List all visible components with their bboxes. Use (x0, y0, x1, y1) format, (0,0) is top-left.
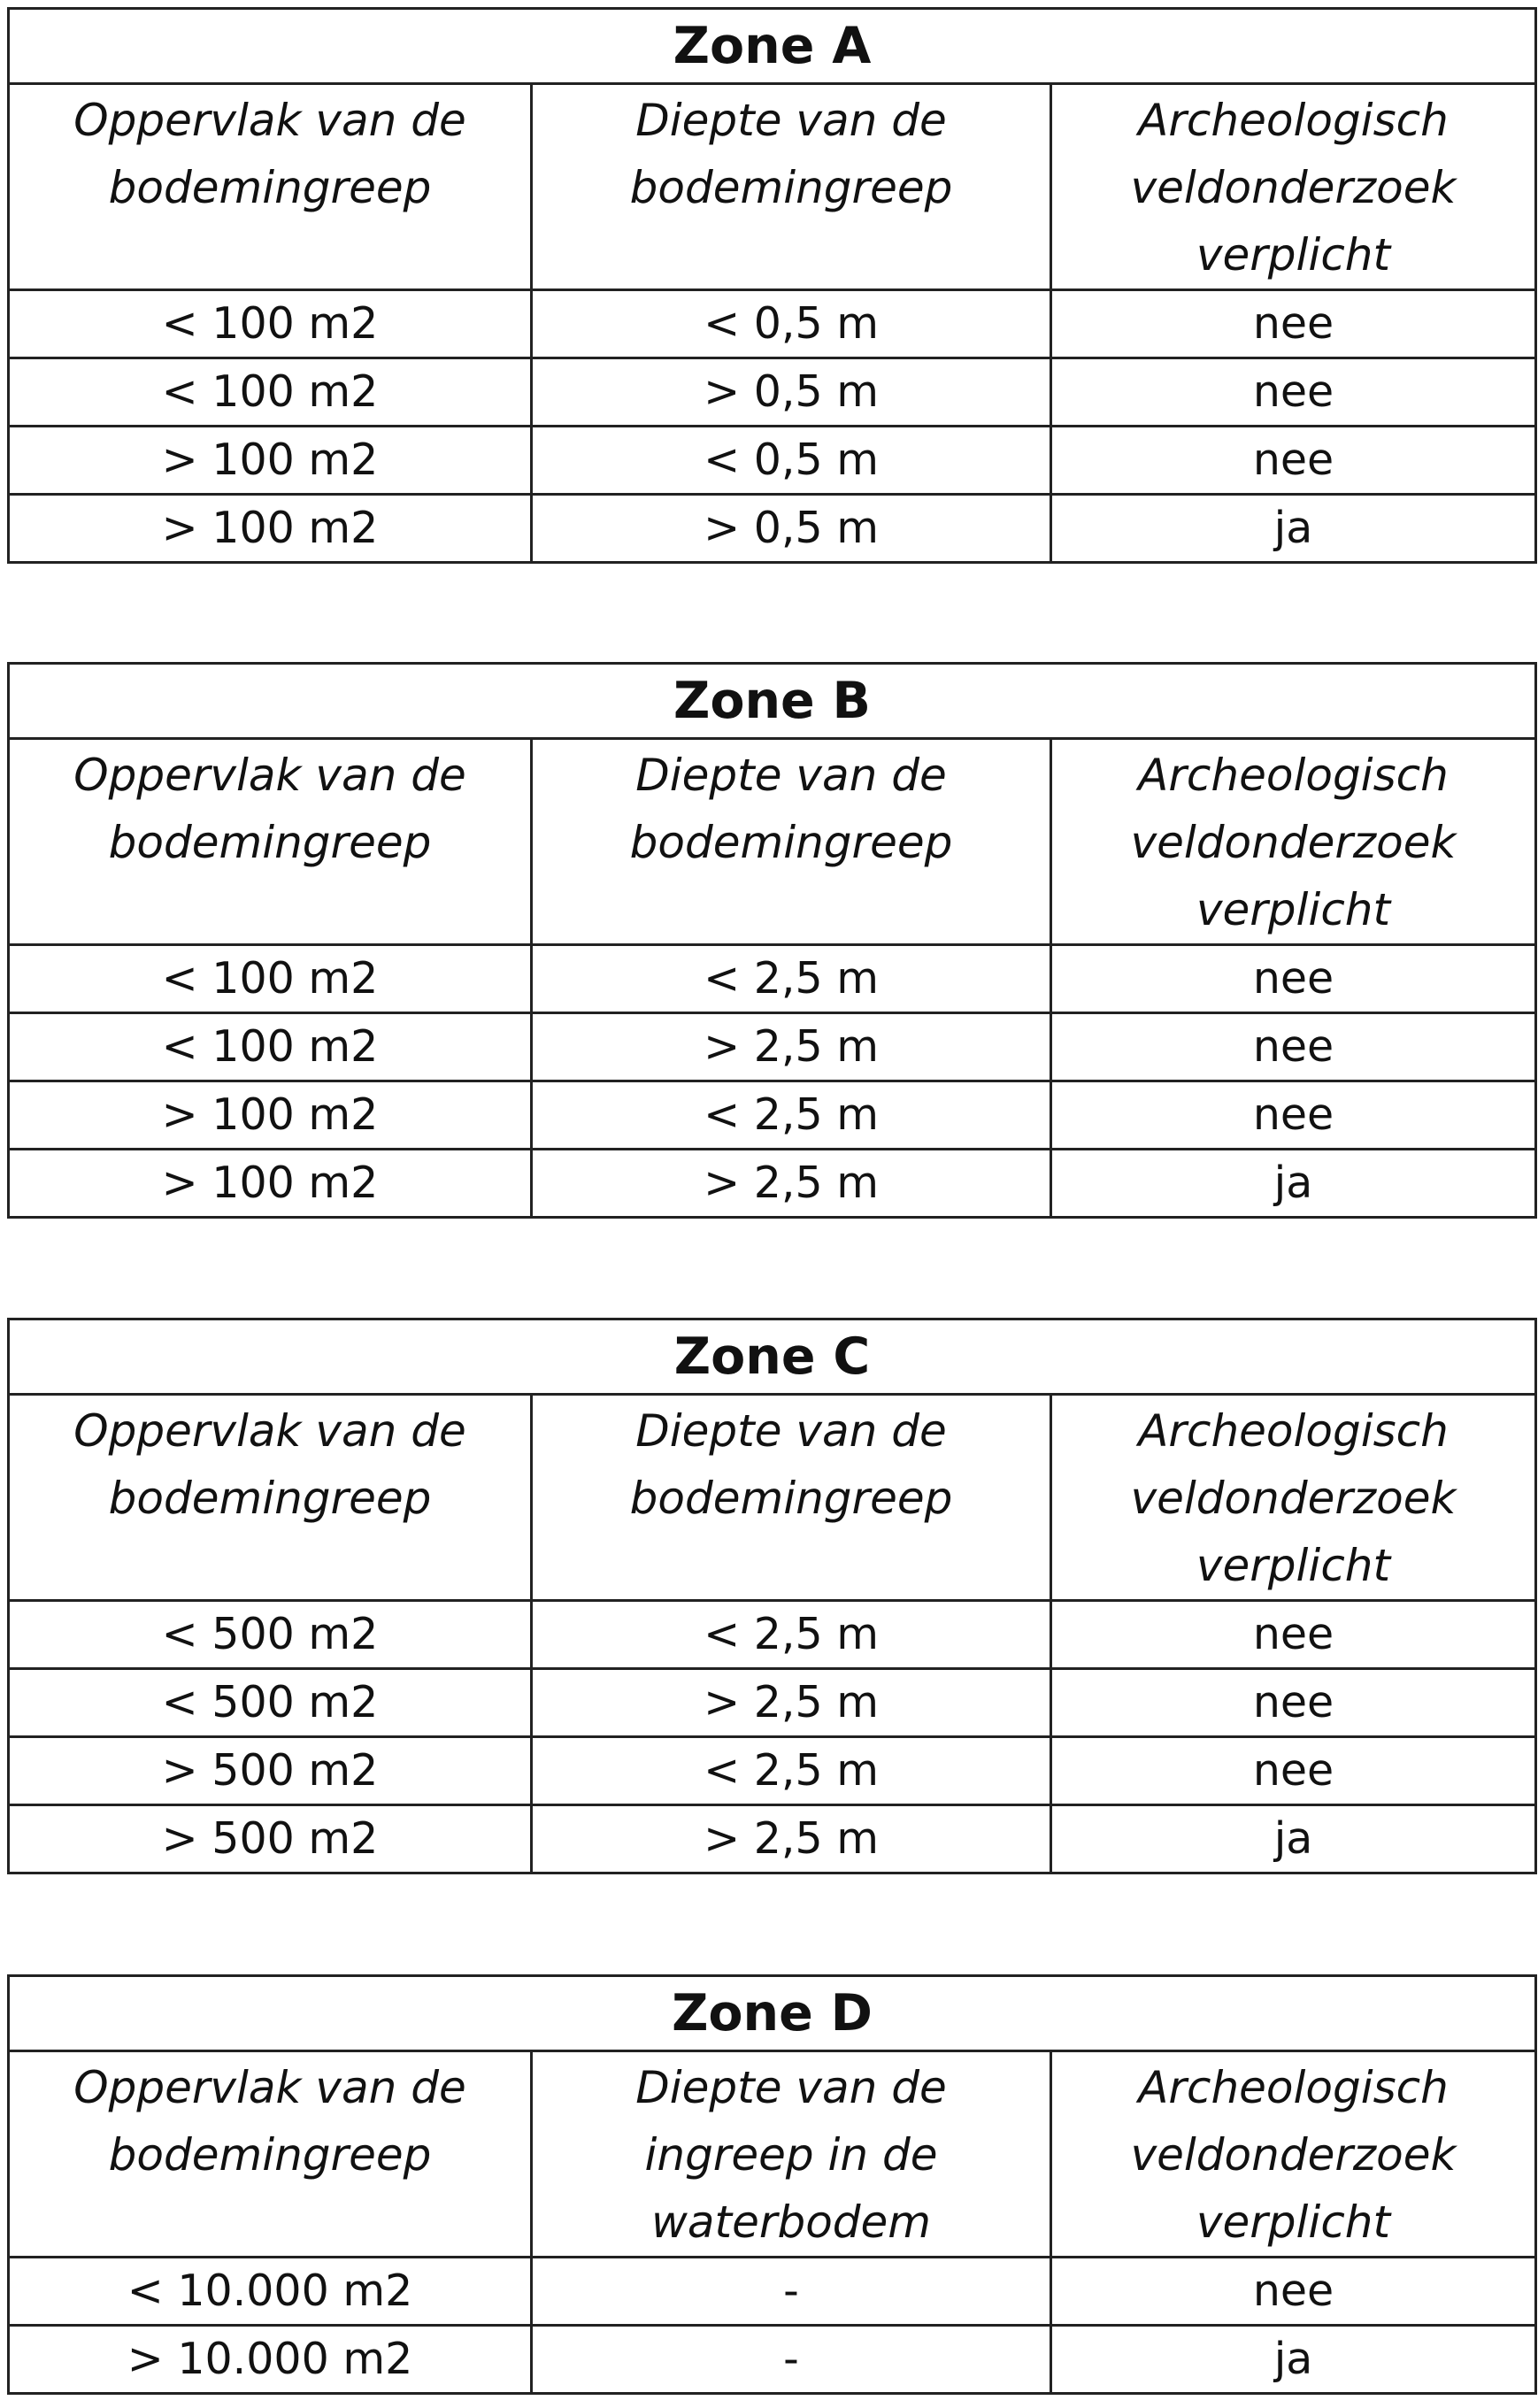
depth-header (532, 2051, 1051, 2258)
header-line: Diepte van de (635, 1405, 947, 1457)
header-line: verplicht (1196, 229, 1391, 281)
header-line: ingreep in de (644, 2129, 938, 2181)
required-cell: nee (1051, 1669, 1536, 1737)
depth-cell: > 0,5 m (532, 495, 1051, 563)
header-line: veldonderzoek (1130, 1473, 1457, 1524)
table-row (9, 1081, 1536, 1150)
depth-cell: > 2,5 m (532, 1013, 1051, 1081)
table-row (9, 290, 1536, 358)
zone-title-row (9, 664, 1536, 739)
depth-header (532, 84, 1051, 290)
column-header-row (9, 1395, 1536, 1601)
table-row (9, 1013, 1536, 1081)
surface-area-cell: > 100 m2 (9, 1081, 532, 1150)
field-research-required-header (1051, 739, 1536, 945)
header-line: Diepte van de (635, 750, 947, 801)
header-line: bodemingreep (629, 1473, 953, 1524)
required-cell: ja (1051, 1150, 1536, 1218)
header-line: Archeologisch (1138, 95, 1449, 146)
header-line: Oppervlak van de (73, 750, 466, 801)
required-cell: nee (1051, 945, 1536, 1013)
table-row (9, 358, 1536, 427)
header-line: veldonderzoek (1130, 162, 1457, 213)
depth-cell: - (532, 2258, 1051, 2326)
depth-cell: < 0,5 m (532, 427, 1051, 495)
table-row (9, 1669, 1536, 1737)
header-line: Archeologisch (1138, 750, 1449, 801)
surface-area-cell: < 100 m2 (9, 358, 532, 427)
table-row (9, 495, 1536, 563)
depth-header (532, 739, 1051, 945)
header-line: Diepte van de (635, 95, 947, 146)
table-row (9, 1805, 1536, 1873)
required-cell: nee (1051, 1737, 1536, 1805)
header-line: bodemingreep (629, 162, 953, 213)
header-line: bodemingreep (108, 2129, 432, 2181)
surface-area-header (9, 739, 532, 945)
surface-area-header (9, 84, 532, 290)
depth-cell: < 2,5 m (532, 1737, 1051, 1805)
surface-area-cell: > 100 m2 (9, 1150, 532, 1218)
zone-title-row (9, 1976, 1536, 2051)
header-line: bodemingreep (108, 1473, 432, 1524)
header-line: verplicht (1196, 1540, 1391, 1591)
required-cell: nee (1051, 1081, 1536, 1150)
depth-header (532, 1395, 1051, 1601)
header-line: bodemingreep (629, 817, 953, 868)
header-line: Oppervlak van de (73, 1405, 466, 1457)
zone-title: Zone C (9, 1319, 1536, 1395)
zone-title: Zone B (9, 664, 1536, 739)
header-line: Diepte van de (635, 2062, 947, 2113)
surface-area-cell: > 100 m2 (9, 427, 532, 495)
header-line: bodemingreep (108, 162, 432, 213)
required-cell: nee (1051, 427, 1536, 495)
surface-area-cell: > 10.000 m2 (9, 2326, 532, 2394)
table-row (9, 945, 1536, 1013)
required-cell: nee (1051, 290, 1536, 358)
required-cell: nee (1051, 1601, 1536, 1669)
header-line: Oppervlak van de (73, 2062, 466, 2113)
zone-d-table (7, 1974, 1537, 2395)
surface-area-header (9, 2051, 532, 2258)
depth-cell: - (532, 2326, 1051, 2394)
required-cell: ja (1051, 1805, 1536, 1873)
header-line: Archeologisch (1138, 2062, 1449, 2113)
table-row (9, 2258, 1536, 2326)
zone-b-table (7, 662, 1537, 1219)
surface-area-cell: < 100 m2 (9, 945, 532, 1013)
required-cell: nee (1051, 2258, 1536, 2326)
field-research-required-header (1051, 1395, 1536, 1601)
zone-title: Zone D (9, 1976, 1536, 2051)
table-row (9, 2326, 1536, 2394)
required-cell: nee (1051, 1013, 1536, 1081)
depth-cell: < 2,5 m (532, 1601, 1051, 1669)
header-line: verplicht (1196, 2196, 1391, 2248)
field-research-required-header (1051, 84, 1536, 290)
table-row (9, 427, 1536, 495)
surface-area-cell: > 100 m2 (9, 495, 532, 563)
field-research-required-header (1051, 2051, 1536, 2258)
header-line: waterbodem (651, 2196, 931, 2248)
surface-area-cell: > 500 m2 (9, 1805, 532, 1873)
surface-area-cell: < 10.000 m2 (9, 2258, 532, 2326)
header-line: verplicht (1196, 884, 1391, 935)
table-row (9, 1150, 1536, 1218)
depth-cell: < 0,5 m (532, 290, 1051, 358)
table-row (9, 1601, 1536, 1669)
zone-title-row (9, 1319, 1536, 1395)
surface-area-cell: < 500 m2 (9, 1601, 532, 1669)
header-line: Archeologisch (1138, 1405, 1449, 1457)
required-cell: ja (1051, 495, 1536, 563)
header-line: veldonderzoek (1130, 2129, 1457, 2181)
zone-c-table (7, 1318, 1537, 1874)
depth-cell: < 2,5 m (532, 1081, 1051, 1150)
depth-cell: > 0,5 m (532, 358, 1051, 427)
surface-area-cell: < 500 m2 (9, 1669, 532, 1737)
column-header-row (9, 84, 1536, 290)
required-cell: ja (1051, 2326, 1536, 2394)
header-line: Oppervlak van de (73, 95, 466, 146)
surface-area-cell: < 100 m2 (9, 290, 532, 358)
depth-cell: < 2,5 m (532, 945, 1051, 1013)
depth-cell: > 2,5 m (532, 1150, 1051, 1218)
header-line: bodemingreep (108, 817, 432, 868)
zone-title: Zone A (9, 9, 1536, 84)
zone-title-row (9, 9, 1536, 84)
surface-area-cell: < 100 m2 (9, 1013, 532, 1081)
zone-a-table (7, 7, 1537, 564)
table-row (9, 1737, 1536, 1805)
header-line: veldonderzoek (1130, 817, 1457, 868)
surface-area-header (9, 1395, 532, 1601)
surface-area-cell: > 500 m2 (9, 1737, 532, 1805)
depth-cell: > 2,5 m (532, 1669, 1051, 1737)
column-header-row (9, 2051, 1536, 2258)
required-cell: nee (1051, 358, 1536, 427)
depth-cell: > 2,5 m (532, 1805, 1051, 1873)
column-header-row (9, 739, 1536, 945)
